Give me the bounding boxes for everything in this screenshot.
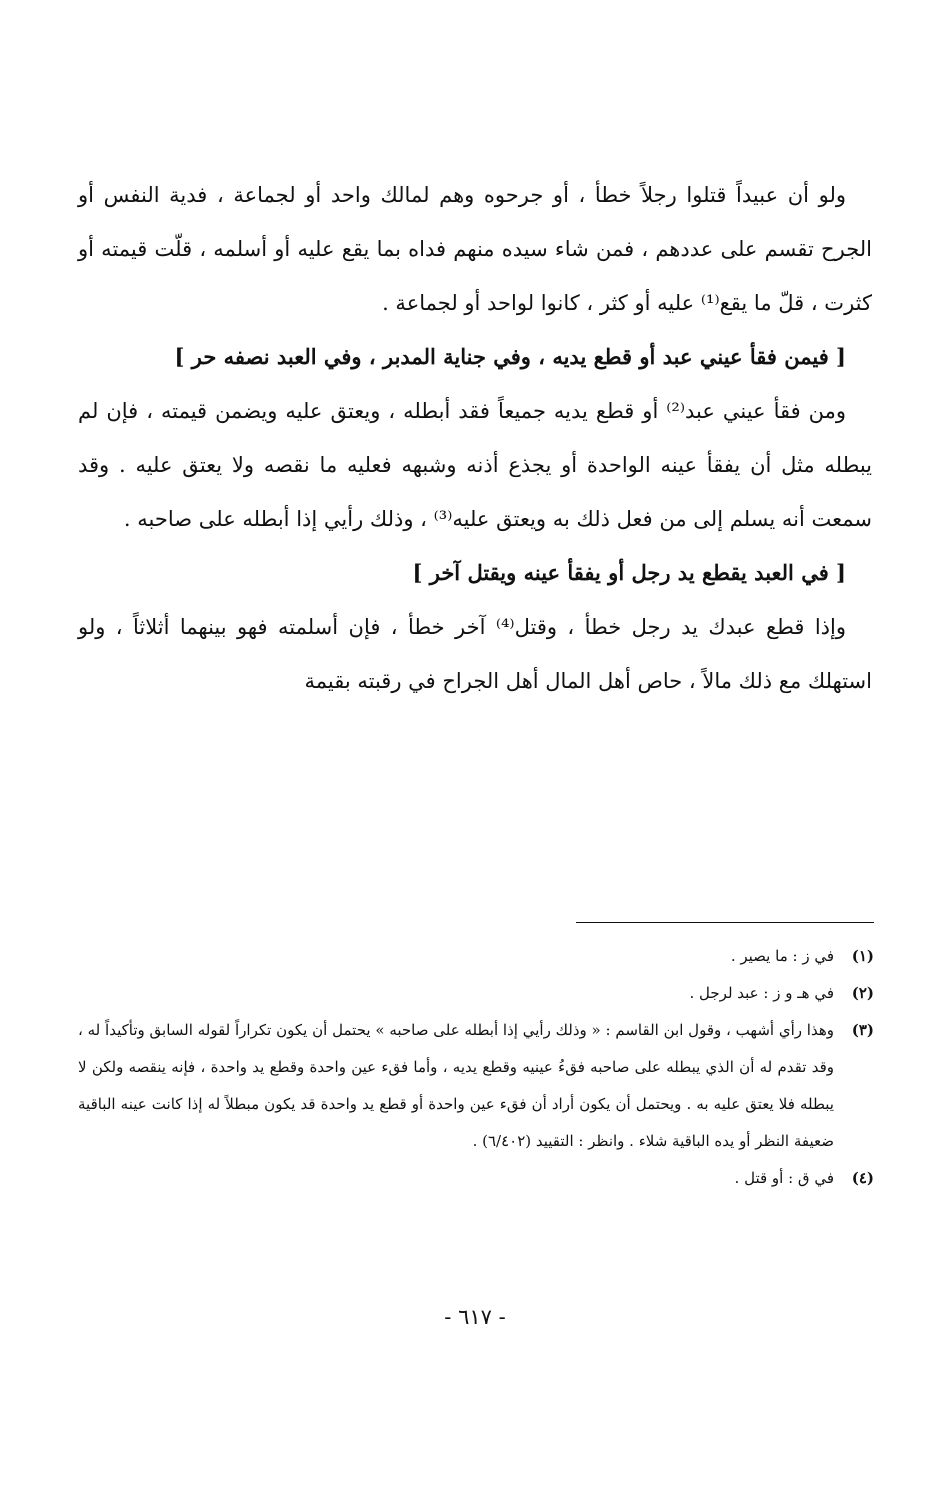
section-heading-1 xyxy=(78,330,872,384)
section-heading-1-text: [ فيمن فقأ عيني عبد أو قطع يديه ، وفي جناية المدبر ، وفي العبد نصفه حر ] xyxy=(174,344,846,369)
paragraph-2: ومن فقأ عيني عبد⁽²⁾ أو قطع يديه جميعاً فقد أبطله ، ويعتق عليه ويضمن قيمته ، فإن لم يبطله مثل أن يفقأ عينه الواحدة أو يجذع أذنه وشبهه فعليه ما نقصه ولا يعتق عليه . وقد سمعت أنه يسلم إلى من فعل ذلك به ويعتق عليه⁽³⁾ ، وذلك رأيي إذا أبطله على صاحبه . xyxy=(78,399,872,531)
page-number: - ٦١٧ - xyxy=(444,1305,506,1329)
footnote-number: (٣) xyxy=(851,1021,874,1039)
footnote-4 xyxy=(78,1160,874,1197)
footnote-text: في هـ و ز : عبد لرجل . xyxy=(689,984,834,1002)
footnote-divider xyxy=(576,922,874,923)
footnote-number: (١) xyxy=(851,947,874,965)
main-text xyxy=(78,168,872,708)
footnote-text: في ز : ما يصير . xyxy=(730,947,834,965)
footnote-3 xyxy=(78,1012,874,1160)
section-heading-2 xyxy=(78,546,872,600)
footnote-2 xyxy=(78,975,874,1012)
footnote-text: في ق : أو قتل . xyxy=(734,1169,834,1187)
section-heading-2-text: [ في العبد يقطع يد رجل أو يفقأ عينه ويقتل آخر ] xyxy=(412,560,846,585)
paragraph-1: ولو أن عبيداً قتلوا رجلاً خطأ ، أو جرحوه وهم لمالك واحد أو لجماعة ، فدية النفس أو الجرح تقسم على عددهم ، فمن شاء سيده منهم فداه بما يقع عليه أو أسلمه ، قلّت قيمته أو كثرت ، قلّ ما يقع⁽¹⁾ عليه أو كثر ، كانوا لواحد أو لجماعة . xyxy=(78,183,872,315)
footnotes xyxy=(78,938,874,1197)
footnote-number: (٤) xyxy=(851,1169,874,1187)
footnote-number: (٢) xyxy=(851,984,874,1002)
footnote-1 xyxy=(78,938,874,975)
paragraph-3: وإذا قطع عبدك يد رجل خطأ ، وقتل⁽⁴⁾ آخر خطأ ، فإن أسلمته فهو بينهما أثلاثاً ، ولو استهلك مع ذلك مالاً ، حاص أهل المال أهل الجراح في رقبته بقيمة xyxy=(78,615,872,693)
footnote-text: وهذا رأي أشهب ، وقول ابن القاسم : « وذلك رأيي إذا أبطله على صاحبه » يحتمل أن يكون تكراراً لقوله السابق وتأكيداً له ، وقد تقدم له أن الذي يبطله على صاحبه فقءُ عينيه وقطع يديه ، وأما فقء عين واحدة وقطع يد واحدة ، فإنه ينقصه ولكن لا يبطله فلا يعتق عليه به . ويحتمل أن يكون أراد أن فقء عين واحدة أو قطع يد واحدة قد يكون مبطلاً له إذا كانت عينه الباقية ضعيفة النظر أو يده الباقية شلاء . وانظر : التقييد (٦/٤٠٢) . xyxy=(78,1021,834,1150)
